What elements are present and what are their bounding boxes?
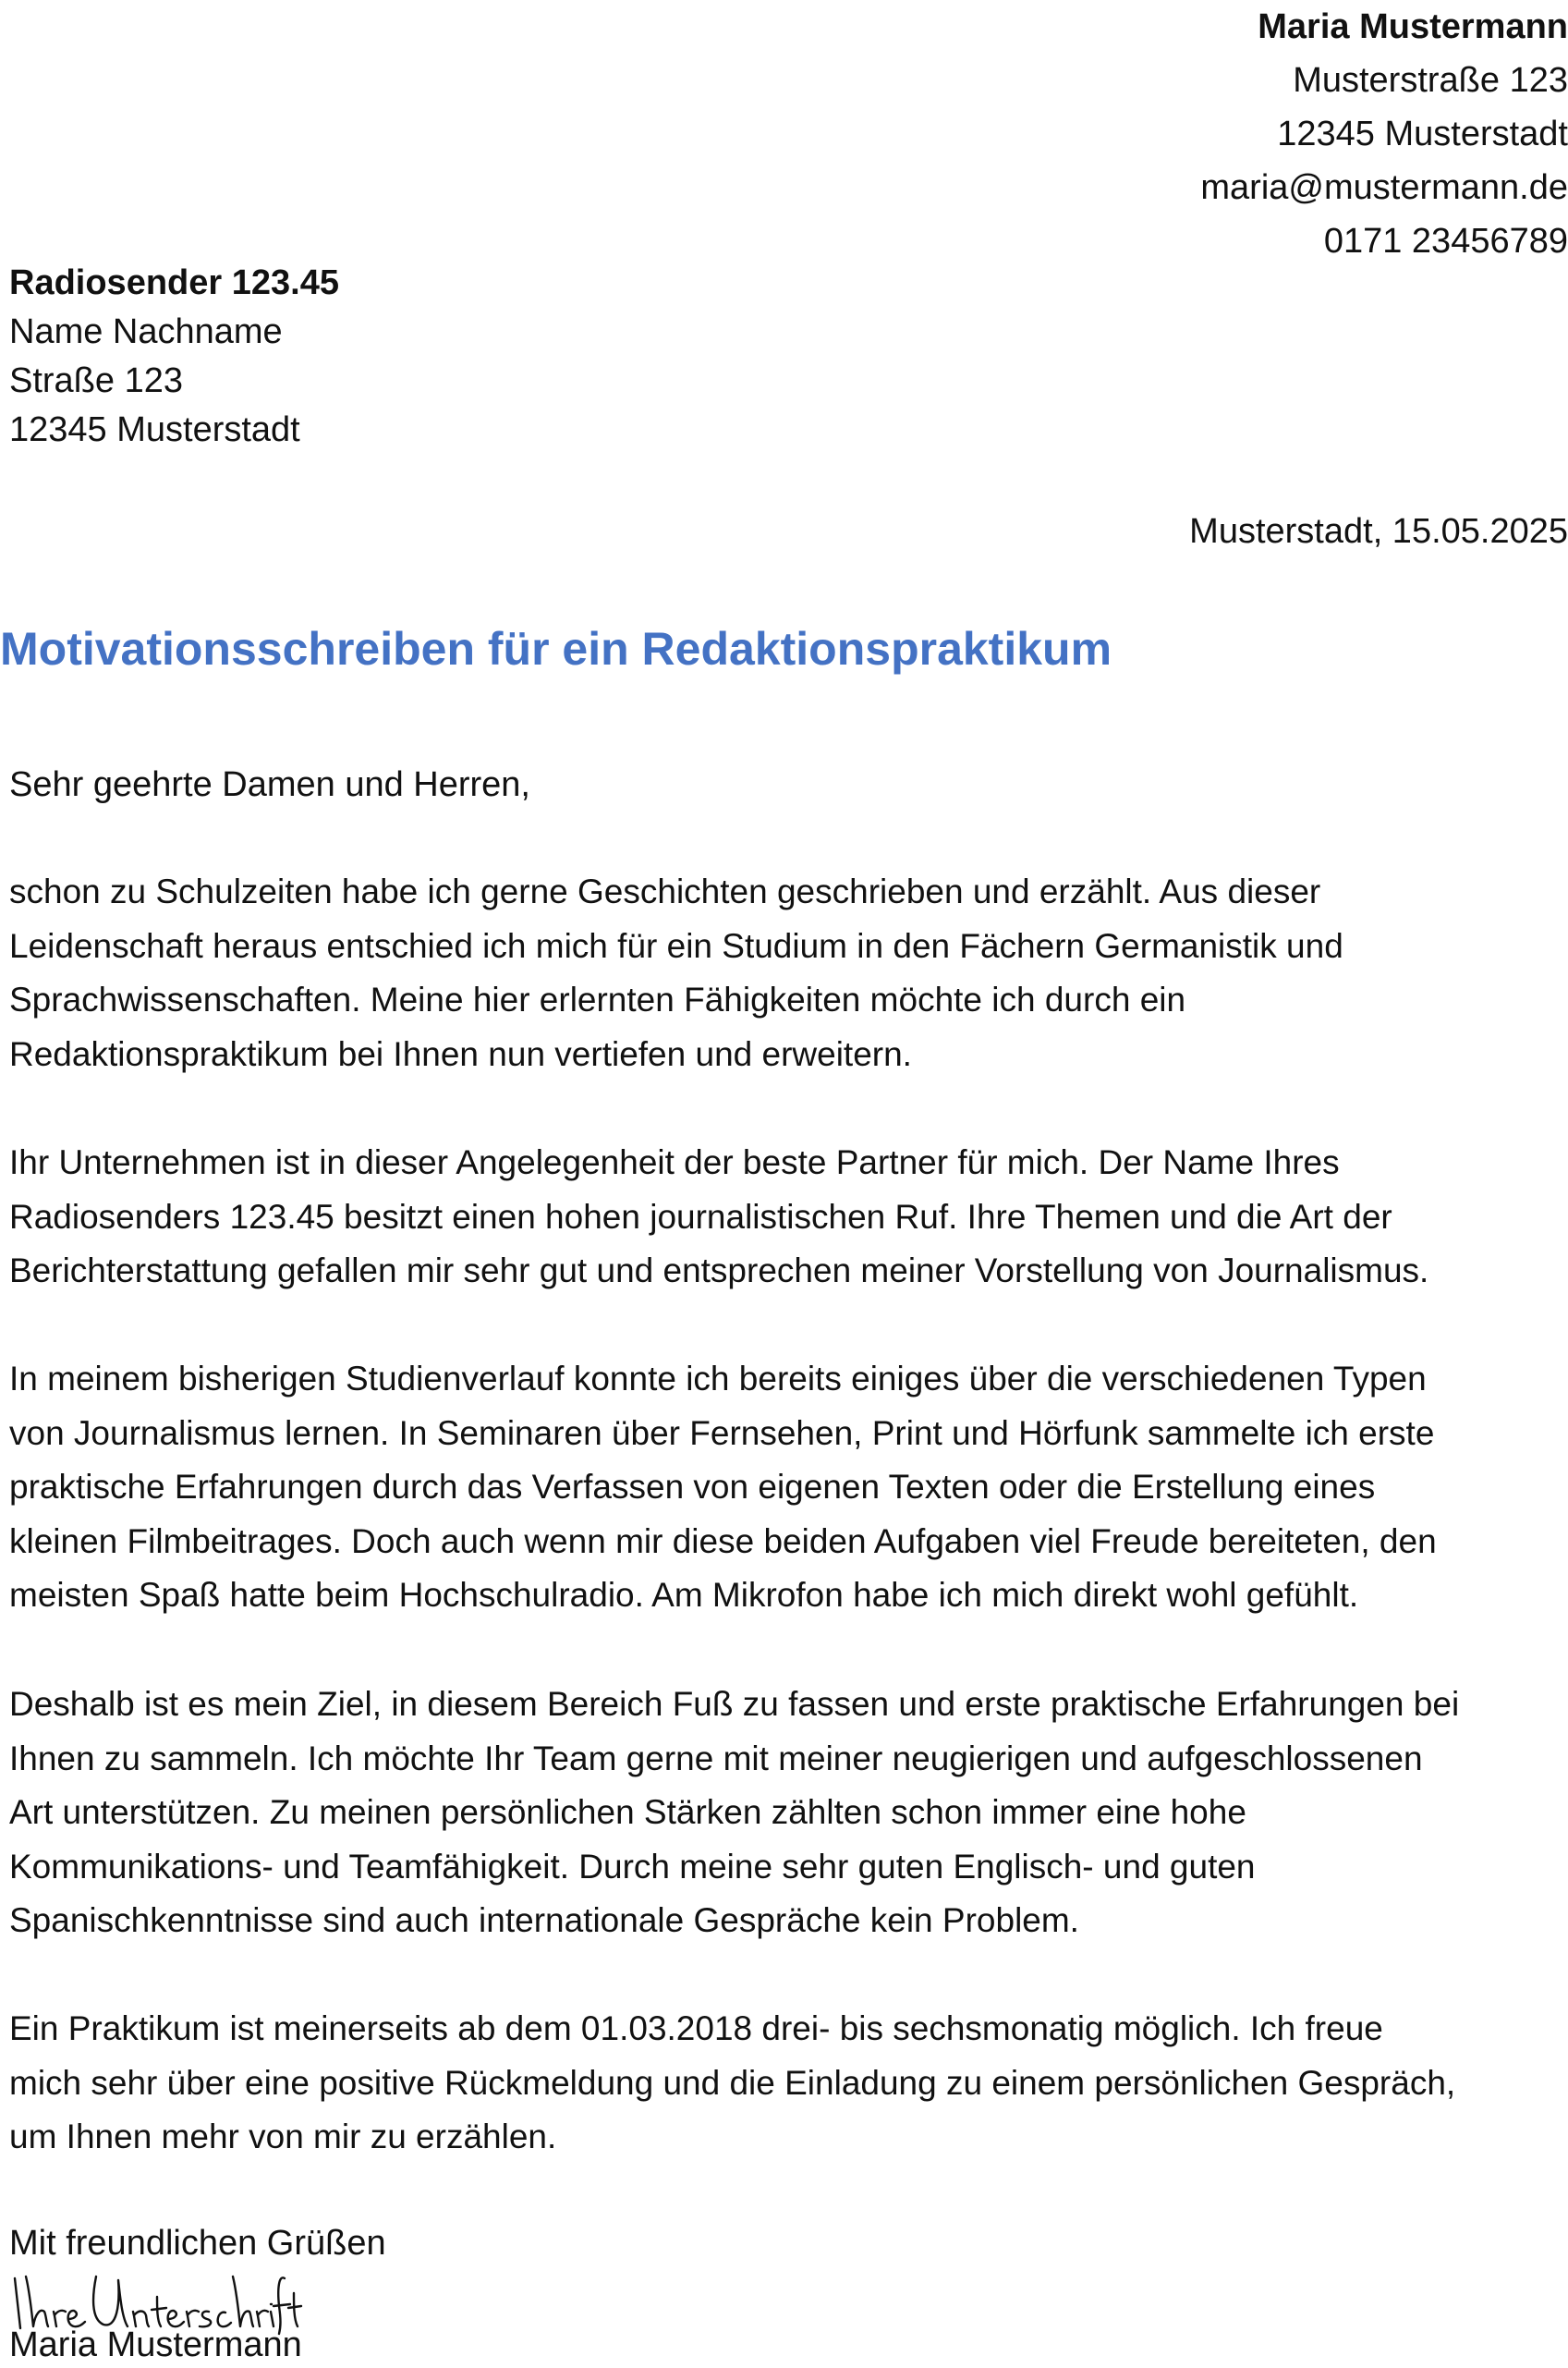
- salutation: Sehr geehrte Damen und Herren,: [9, 765, 530, 804]
- letter-subject: Motivationsschreiben für ein Redaktionspraktikum: [0, 623, 1112, 675]
- paragraph-line: mich sehr über eine positive Rückmeldung und die Einladung zu einem persönlichen Gespräch,: [9, 2063, 1456, 2102]
- paragraph-line: praktische Erfahrungen durch das Verfassen von eigenen Texten oder die Erstellung eines: [9, 1468, 1376, 1506]
- body-paragraph: [9, 1678, 1562, 1948]
- recipient-company: Radiosender 123.45: [9, 263, 339, 302]
- paragraph-line: Redaktionspraktikum bei Ihnen nun vertiefen und erweitern.: [9, 1034, 912, 1073]
- body-paragraph: [9, 1136, 1562, 1299]
- recipient-address-block: [9, 259, 339, 455]
- paragraph-line: Berichterstattung gefallen mir sehr gut und entsprechen meiner Vorstellung von Journalismus.: [9, 1251, 1429, 1289]
- paragraph-line: von Journalismus lernen. In Seminaren über Fernsehen, Print und Hörfunk sammelte ich erste: [9, 1413, 1435, 1452]
- sender-city: 12345 Musterstadt: [1277, 115, 1568, 153]
- closing-phrase: Mit freundlichen Grüßen: [9, 2224, 386, 2263]
- signer-name: Maria Mustermann: [9, 2325, 302, 2364]
- paragraph-line: kleinen Filmbeitrages. Doch auch wenn mir diese beiden Aufgaben viel Freude bereiteten, den: [9, 1521, 1437, 1560]
- letter-date: Musterstadt, 15.05.2025: [1189, 512, 1568, 551]
- sender-name: Maria Mustermann: [1258, 7, 1568, 46]
- paragraph-line: Spanischkenntnisse sind auch internationale Gespräche kein Problem.: [9, 1901, 1079, 1939]
- body-paragraph: [9, 2002, 1562, 2165]
- paragraph-line: Radiosenders 123.45 besitzt einen hohen journalistischen Ruf. Ihre Themen und die Art der: [9, 1197, 1392, 1236]
- paragraph-line: Sprachwissenschaften. Meine hier erlernten Fähigkeiten möchte ich durch ein: [9, 981, 1186, 1019]
- paragraph-line: In meinem bisherigen Studienverlauf konnte ich bereits einiges über die verschiedenen Typen: [9, 1360, 1427, 1398]
- paragraph-line: Leidenschaft heraus entschied ich mich für ein Studium in den Fächern Germanistik und: [9, 926, 1343, 965]
- paragraph-line: Art unterstützen. Zu meinen persönlichen Stärken zählten schon immer eine hohe: [9, 1793, 1246, 1831]
- body-paragraph: [9, 865, 1562, 1081]
- sender-phone: 0171 23456789: [1323, 222, 1568, 261]
- paragraph-line: meisten Spaß hatte beim Hochschulradio. Am Mikrofon habe ich mich direkt wohl gefühlt.: [9, 1576, 1359, 1614]
- paragraph-line: schon zu Schulzeiten habe ich gerne Geschichten geschrieben und erzählt. Aus dieser: [9, 873, 1321, 910]
- sender-street: Musterstraße 123: [1293, 61, 1568, 100]
- recipient-name: Name Nachname: [9, 312, 283, 351]
- paragraph-line: Ihnen zu sammeln. Ich möchte Ihr Team gerne mit meiner neugierigen und aufgeschlossenen: [9, 1739, 1423, 1777]
- paragraph-line: um Ihnen mehr von mir zu erzählen.: [9, 2118, 557, 2155]
- paragraph-line: Deshalb ist es mein Ziel, in diesem Bereich Fuß zu fassen und erste praktische Erfahrungen bei: [9, 1685, 1460, 1723]
- sender-email: maria@mustermann.de: [1200, 168, 1568, 207]
- recipient-city: 12345 Musterstadt: [9, 410, 300, 449]
- paragraph-line: Ein Praktikum ist meinerseits ab dem 01.03.2018 drei- bis sechsmonatig möglich. Ich freue: [9, 2009, 1383, 2047]
- paragraph-line: Ihr Unternehmen ist in dieser Angelegenheit der beste Partner für mich. Der Name Ihres: [9, 1143, 1340, 1181]
- body-paragraph: [9, 1352, 1562, 1623]
- sender-address-block: [921, 0, 1568, 268]
- paragraph-line: Kommunikations- und Teamfähigkeit. Durch meine sehr guten Englisch- und guten: [9, 1847, 1256, 1886]
- recipient-street: Straße 123: [9, 361, 183, 400]
